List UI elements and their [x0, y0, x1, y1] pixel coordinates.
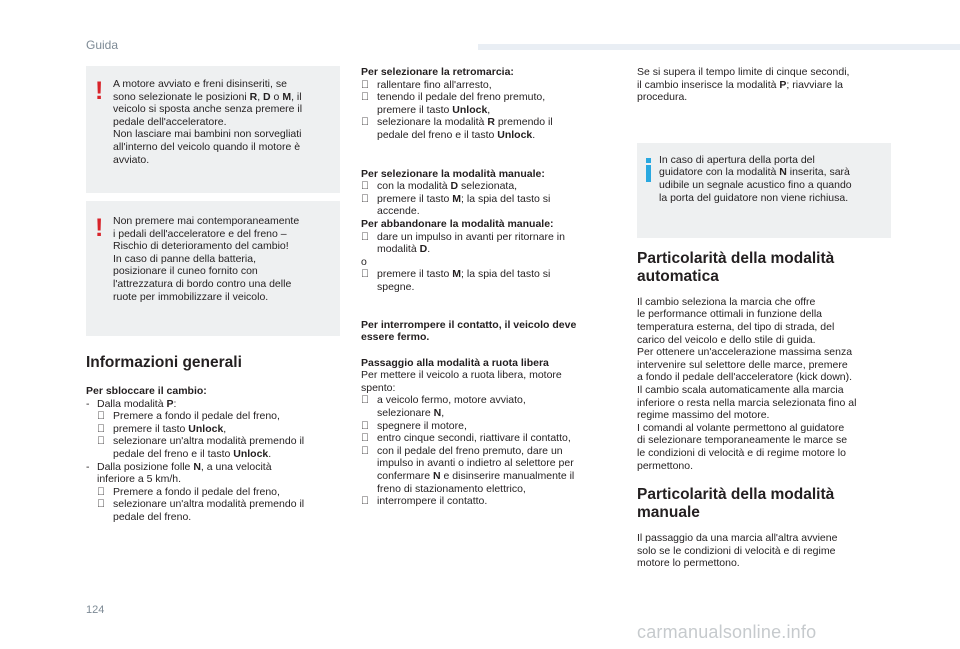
- section-heading: Particolarità della modalità manuale: [637, 486, 835, 522]
- paragraph: [637, 296, 891, 472]
- text-line: avviato.: [113, 153, 150, 166]
- bullet-icon: [361, 116, 377, 129]
- text-line: Rischio di deterioramento del cambio!: [113, 240, 289, 253]
- bullet-icon: [361, 268, 377, 281]
- subheading: Per sbloccare il cambio:: [86, 385, 207, 397]
- warning-icon: !: [95, 214, 104, 242]
- list-item: - Dalla posizione folle N, a una velocità inferiore a 5 km/h.: [86, 460, 272, 486]
- list-item: dare un impulso in avanti per ritornare in modalità D.: [361, 231, 614, 256]
- bullet-icon: [361, 91, 377, 104]
- warning-icon: !: [95, 77, 104, 105]
- bullet-icon: [361, 231, 377, 244]
- list-item: Premere a fondo il pedale del freno,: [86, 410, 340, 423]
- list-item: tenendo il pedale del freno premuto, premere il tasto Unlock,: [361, 91, 614, 116]
- text-line: posizionare il cuneo fornito con: [113, 265, 258, 278]
- text-line: In caso di apertura della porta del guidatore con la modalità N inserita, sarà udibile un segnale acustico fino a quando la porta del guidatore non viene richiusa.: [659, 153, 852, 204]
- header-bar: [478, 44, 960, 50]
- info-box: [637, 143, 891, 238]
- text-line: solo se le condizioni di velocità e di regime: [637, 544, 836, 557]
- list-item: selezionare un'altra modalità premendo il pedale del freno.: [86, 498, 340, 523]
- bullet-icon: [97, 498, 113, 511]
- text-line: pedale dell'acceleratore.: [113, 115, 227, 128]
- text-line: Non lasciare mai bambini non sorvegliati: [113, 128, 302, 141]
- text-line: permettono.: [637, 459, 694, 472]
- page-header: [0, 34, 960, 52]
- subheading: Per abbandonare la modalità manuale:: [361, 217, 554, 230]
- info-icon: [646, 158, 651, 182]
- subheading: Passaggio alla modalità a ruota libera: [361, 356, 549, 369]
- text-line: Per mettere il veicolo a ruota libera, motore spento:: [361, 369, 562, 394]
- bullet-icon: [97, 423, 113, 436]
- text-line: motore lo permettono.: [637, 557, 740, 570]
- bullet-icon: [361, 432, 377, 445]
- list-item: premere il tasto Unlock,: [86, 423, 340, 436]
- subheading: Per selezionare la retromarcia:: [361, 66, 514, 78]
- bullet-icon: [361, 180, 377, 193]
- bullet-icon: [97, 435, 113, 448]
- text-line: In caso di panne della batteria,: [113, 252, 257, 265]
- text-line: Il passaggio da una marcia all'altra avviene: [637, 532, 838, 545]
- section-heading: Informazioni generali: [86, 354, 242, 371]
- list-item: premere il tasto M; la spia del tasto si spegne.: [361, 268, 614, 293]
- bullet-icon: [97, 410, 113, 423]
- text-line: carico del veicolo e dello stile di guida.: [637, 333, 816, 346]
- list-item: - Dalla modalità P:: [86, 397, 177, 410]
- text-line: all'interno del veicolo quando il motore è: [113, 140, 301, 153]
- text-line: Non premere mai contemporaneamente: [113, 215, 300, 227]
- bullet-icon: [97, 486, 113, 499]
- text-line: Il cambio seleziona la marcia che offre: [637, 295, 816, 308]
- text-line: regime massimo del motore.: [637, 409, 770, 422]
- text-line: intervenire sul selettore delle marce, premere: [637, 358, 848, 371]
- text-line: inferiore o resta nella marcia selezionata fino al: [637, 396, 857, 409]
- text-line: Il cambio scala automaticamente alla marcia: [637, 383, 844, 396]
- list-item: entro cinque secondi, riattivare il contatto,: [361, 432, 614, 445]
- paragraph: [637, 532, 891, 570]
- page-number: 124: [86, 604, 105, 616]
- section-heading: Particolarità della modalità automatica: [637, 249, 835, 285]
- list-item: a veicolo fermo, motore avviato, selezionare N,: [361, 394, 614, 419]
- list-item: con la modalità D selezionata,: [361, 180, 614, 193]
- text-line: A motore avviato e freni disinseriti, se: [113, 78, 287, 90]
- subheading: Per selezionare la modalità manuale:: [361, 167, 545, 180]
- column-middle: [361, 66, 614, 508]
- watermark: carmanualsonline.info: [637, 622, 817, 642]
- text-line: a fondo il pedale dell'acceleratore (kick down).: [637, 371, 853, 384]
- list-item: premere il tasto M; la spia del tasto si accende.: [361, 193, 614, 218]
- bullet-icon: [361, 495, 377, 508]
- bullet-icon: [361, 445, 377, 458]
- text-line: di selezionare temporaneamente le marce se: [637, 434, 848, 447]
- text-line: o: [361, 255, 367, 268]
- text-line: le performance ottimali in funzione della: [637, 308, 823, 321]
- list-item: selezionare un'altra modalità premendo il pedale del freno e il tasto Unlock.: [86, 435, 340, 460]
- text-line: le condizioni di velocità e di regime motore lo: [637, 446, 846, 459]
- list-item: rallentare fino all'arresto,: [361, 79, 614, 92]
- list-item: interrompere il contatto.: [361, 495, 614, 508]
- list-item: con il pedale del freno premuto, dare un impulso in avanti o indietro al selettore per confermare N e disinserire manualmente il freno di stazionamento elettrico,: [361, 445, 614, 495]
- column-right: [637, 66, 891, 570]
- text-line: sono selezionate le posizioni R, D o M, il: [113, 90, 302, 103]
- text-line: l'attrezzatura di bordo contro una delle: [113, 277, 292, 290]
- text-line: veicolo si sposta anche senza premere il: [113, 103, 303, 116]
- text-line: ruote per immobilizzare il veicolo.: [113, 290, 269, 303]
- text-line: i pedali dell'acceleratore e del freno –: [113, 227, 287, 240]
- text-line: Per ottenere un'accelerazione massima senza: [637, 346, 853, 359]
- text-line: temperatura esterna, del tipo di strada, del: [637, 320, 835, 333]
- list-item: spegnere il motore,: [361, 420, 614, 433]
- bullet-icon: [361, 193, 377, 206]
- warning-box: [86, 66, 340, 193]
- warning-box: [86, 201, 340, 336]
- list-item: Premere a fondo il pedale del freno,: [86, 486, 340, 499]
- bullet-icon: [361, 420, 377, 433]
- subheading: Per interrompere il contatto, il veicolo deve essere fermo.: [361, 318, 577, 344]
- text-line: Se si supera il tempo limite di cinque secondi, il cambio inserisce la modalità P; riavviare la procedura.: [637, 66, 850, 104]
- section-title: Guida: [86, 38, 119, 52]
- bullet-icon: [361, 79, 377, 92]
- text-line: I comandi al volante permettono al guidatore: [637, 421, 845, 434]
- bullet-icon: [361, 394, 377, 407]
- list-item: selezionare la modalità R premendo il pedale del freno e il tasto Unlock.: [361, 116, 614, 141]
- column-left: [86, 66, 340, 524]
